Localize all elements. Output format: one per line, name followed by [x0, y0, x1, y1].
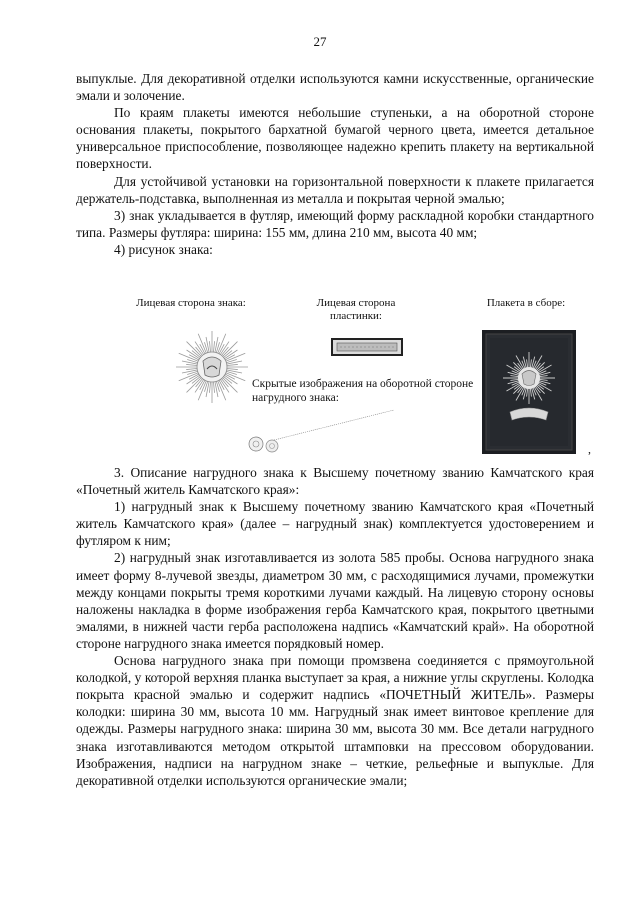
- caption-plaque-assembled: Плакета в сборе:: [486, 297, 566, 309]
- caption-hidden-images: Скрытые изображения на оборотной стороне нагрудного знака:: [252, 378, 474, 404]
- caption-front-side: Лицевая сторона знака:: [136, 297, 246, 309]
- trailing-mark: ,: [588, 442, 591, 456]
- badge-figure: [76, 294, 594, 460]
- paragraph: выпуклые. Для декоративной отделки используются камни искусственные, органические эмали и золочение.: [76, 71, 594, 104]
- plate-image: [332, 339, 402, 359]
- paragraph: Для устойчивой установки на горизонтальной поверхности к плакете прилагается держатель-подставка, выполненная из металла и покрытая черной эмалью;: [76, 173, 594, 206]
- paragraph: 1) нагрудный знак к Высшему почетному званию Камчатского края «Почетный житель Камчатского края» (далее – нагрудный знак) комплектуется удостоверением и футляром к ним;: [76, 499, 594, 549]
- paragraph: 3. Описание нагрудного знака к Высшему почетному званию Камчатского края «Почетный житель Камчатского края»:: [76, 465, 594, 498]
- hidden-images-marks: [244, 404, 444, 464]
- paragraph: Основа нагрудного знака при помощи промзвена соединяется с прямоугольной колодкой, у которой верхняя планка выступает за края, а нижние углы скруглены. Колодка покрыта красной эмалью и содержит надпись «ПОЧЕТНЫЙ ЖИТЕЛЬ». Размеры колодки: ширина 30 мм, высота 10 мм. Нагрудный знак имеет винтовое крепление для одежды. Размеры нагрудного знака: ширина 30 мм, высота 30 мм. Все детали нагрудного знака изготавливаются методом открытой штамповки на прессовом оборудовании. Изображения, надписи на нагрудном знаке – четкие, рельефные и выпуклые. Для декоративной отделки используются органические эмали;: [76, 653, 594, 788]
- text-block-bottom: [76, 464, 594, 789]
- page-number: 27: [313, 34, 327, 49]
- paragraph: 4) рисунок знака:: [114, 241, 213, 257]
- plaque-image: [482, 330, 576, 454]
- paragraph: По краям плакеты имеются небольшие ступеньки, а на оборотной стороне основания плакеты, покрытого бархатной бумагой черного цвета, имеется детальное универсальное приспособление, позволяющее надежно крепить плакету на вертикальной поверхности.: [76, 105, 594, 172]
- star-badge-image: [212, 367, 213, 368]
- text-block-top: [76, 70, 594, 258]
- paragraph: 2) нагрудный знак изготавливается из золота 585 пробы. Основа нагрудного знака имеет форму 8-лучевой звезды, диаметром 30 мм, с расходящимися лучами, промежутки между концами покрыты тремя короткими лучами каждый. На лицевую сторону основы наложены накладка в форме изображения герба Камчатского края, покрытого цветными эмалями, в нижней части герба расположена надпись «Камчатский край». На оборотной стороне нагрудного знака имеется порядковый номер.: [76, 550, 594, 651]
- paragraph: 3) знак укладывается в футляр, имеющий форму раскладной коробки стандартного типа. Размеры футляра: ширина: 155 мм, длина 210 мм, высота 40 мм;: [76, 207, 594, 240]
- caption-plate-front: Лицевая сторона пластинки:: [316, 297, 396, 322]
